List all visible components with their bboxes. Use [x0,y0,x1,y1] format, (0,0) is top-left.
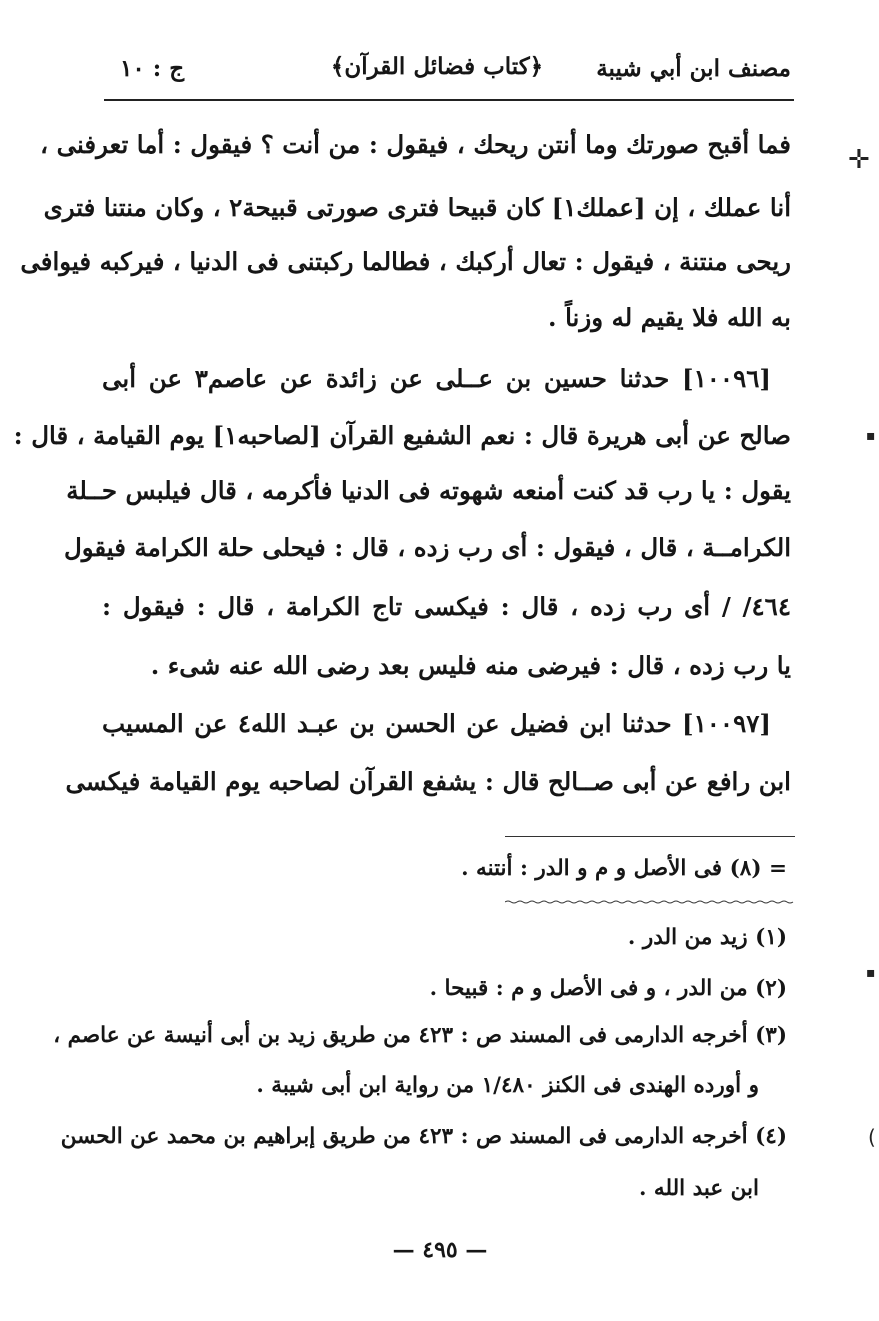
body-line: الكرامــة ، قال ، فيقول : أى رب زده ، قال : فيحلى حلة الكرامة فيقول [63,533,791,562]
margin-cross-mark-icon: ✛ [848,145,870,175]
body-line: أنا عملك ، إن [عملك١] كان قبيحا فترى صورتى قبيحة٢ ، وكان منتنا فترى [43,193,791,222]
body-line: يا رب زده ، قال : فيرضى منه فليس بعد رضى الله عنه شىء . [150,651,791,680]
volume-number-header: ج : ١٠ [120,55,185,82]
footnote: (٣) أخرجه الدارمى فى المسند ص : ٤٢٣ من طريق زيد بن أبى أنيسة عن عاصم ، [53,1023,787,1048]
hadith-line: [١٠٠٩٦] حدثنا حسين بن عــلى عن زائدة عن عاصم٣ عن أبى [102,364,771,393]
footnote-continuation-line: ابن عبد الله . [638,1176,759,1201]
body-line: فما أقبح صورتك وما أنتن ريحك ، فيقول : من أنت ؟ فيقول : أما تعرفنى ، [40,130,791,159]
book-title-header: مصنف ابن أبي شيبة [596,55,791,82]
page-number: — ٤٩٥ — [392,1237,488,1263]
footnote-continuation: = (٨) فى الأصل و م و الدر : أنتنه . [461,856,787,881]
margin-bracket-mark-icon: ( [868,1125,876,1149]
footnote: (٤) أخرجه الدارمى فى المسند ص : ٤٢٣ من طريق إبراهيم بن محمد عن الحسن [60,1124,787,1149]
body-line: ريحى منتنة ، فيقول : تعال أركبك ، فطالما ركبتنى فى الدنيا ، فيركبه فيوافى [20,247,791,276]
body-line: به الله فلا يقيم له وزناً . [548,303,791,332]
hadith-line: [١٠٠٩٧] حدثنا ابن فضيل عن الحسن بن عبـد الله٤ عن المسيب [102,709,771,738]
chapter-title-header: ﴿كتاب فضائل القرآن﴾ [330,53,544,80]
margin-speck-icon: ▪ [866,965,876,981]
footnote-separator [505,836,795,837]
footnote: (٢) من الدر ، و فى الأصل و م : قبيحا . [429,976,787,1001]
body-line: يقول : يا رب قد كنت أمنعه شهوته فى الدنيا فأكرمه ، قال فيلبس حــلة [66,476,791,505]
body-line: ابن رافع عن أبى صــالح قال : يشفع القرآن لصاحبه يوم القيامة فيكسى [65,767,791,796]
body-line: صالح عن أبى هريرة قال : نعم الشفيع القرآن [لصاحبه١] يوم القيامة ، قال : [13,421,791,450]
header-rule [104,99,794,101]
footnote-continuation-line: و أورده الهندى فى الكنز ١/٤٨٠ من رواية ابن أبى شيبة . [256,1073,759,1098]
body-line: ٤٦٤/ / أى رب زده ، قال : فيكسى تاج الكرامة ، قال : فيقول : [102,592,791,621]
footnote: (١) زيد من الدر . [627,925,787,950]
footnote-wavy-rule [505,900,795,904]
margin-speck-icon: ▪ [866,428,876,444]
